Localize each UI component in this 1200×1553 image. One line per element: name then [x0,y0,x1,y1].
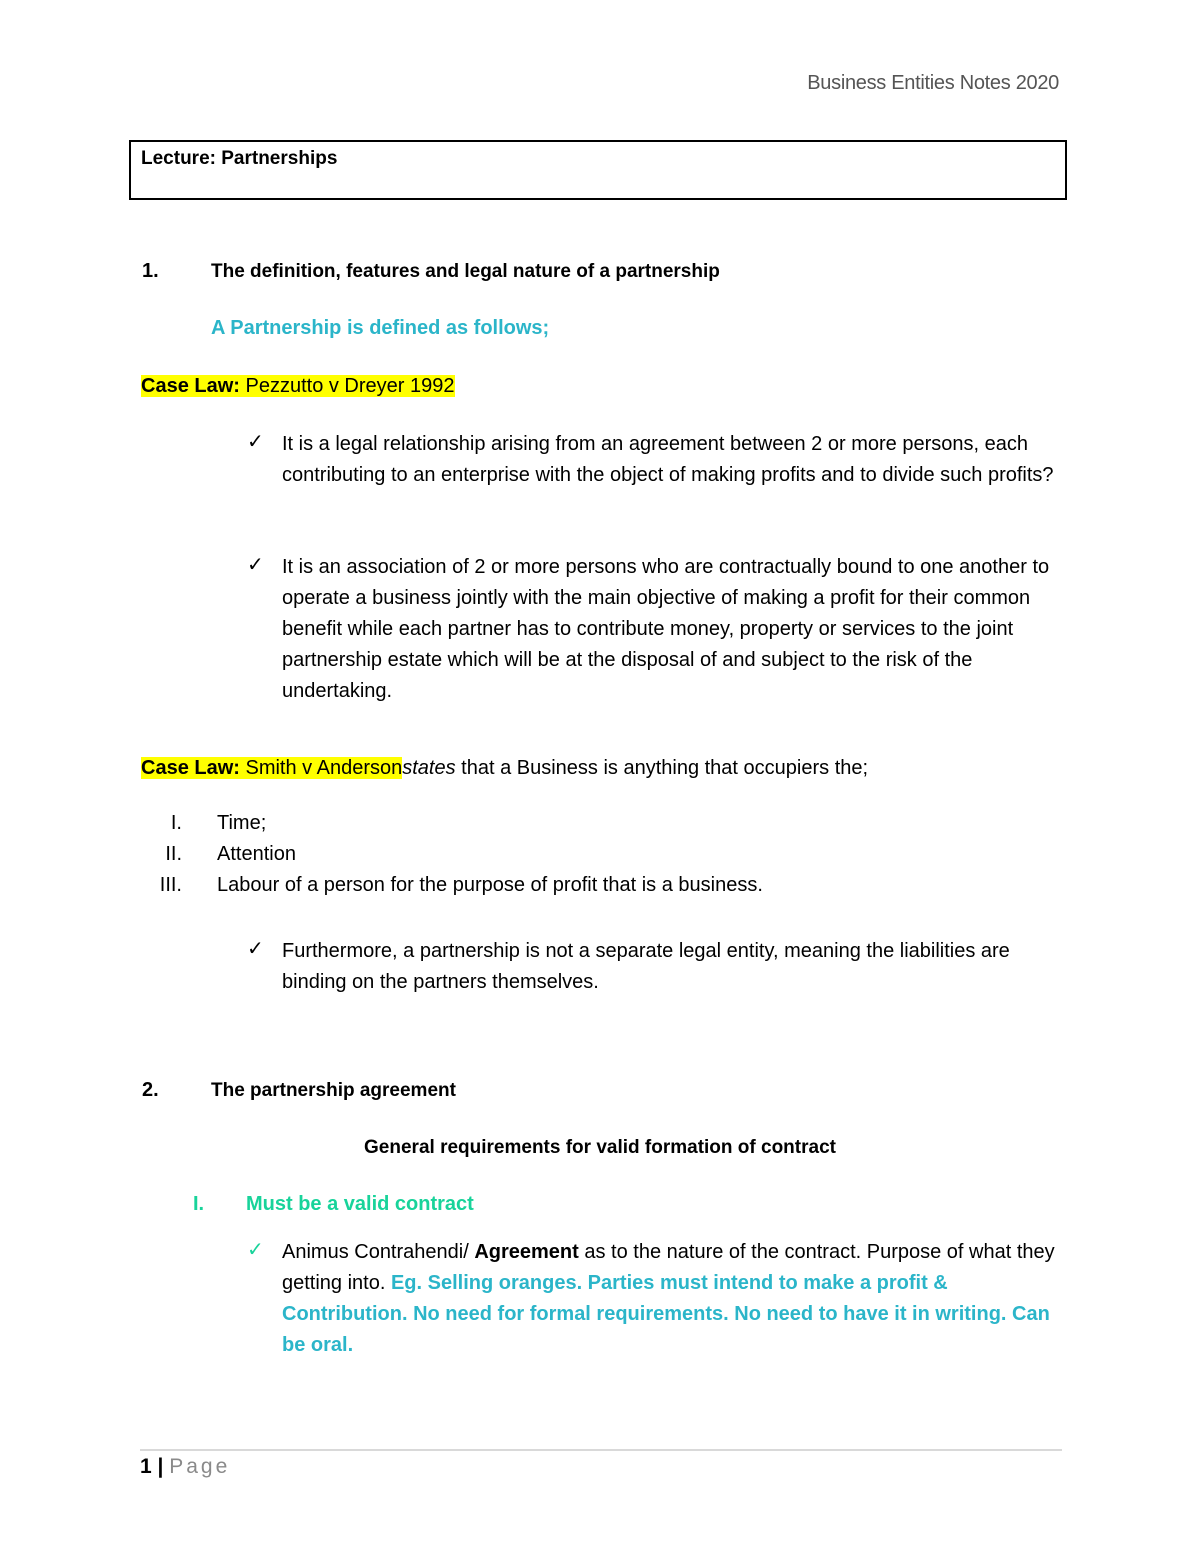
section-1-heading: The definition, features and legal nature of a partnership [211,261,720,282]
requirement-title: Must be a valid contract [246,1193,474,1215]
list-item: Attention [217,843,296,865]
section-1-number: 1. [142,260,159,282]
list-item: Labour of a person for the purpose of profit that is a business. [217,874,763,896]
roman-numeral: III. [159,874,182,896]
agreement-bullet [282,1237,1072,1361]
definition-bullet-1: It is a legal relationship arising from an agreement between 2 or more persons, each contributing to an enterprise with the object of making profits and to divide such profits? [282,433,1054,486]
requirements-heading: General requirements for valid formation of contract [364,1137,836,1158]
check-icon: ✓ [247,1239,264,1261]
check-icon: ✓ [247,938,264,960]
check-icon: ✓ [247,554,264,576]
page-footer [140,1455,230,1479]
lecture-title-box [129,140,1067,200]
page-label: Page [169,1455,231,1478]
footer-divider [140,1449,1062,1451]
agreement-explanation: as to the nature of the contract. Purpose of what they getting into. [282,1241,1055,1294]
case-description: that a Business is anything that occupiers the; [455,757,869,779]
requirement-numeral: I. [193,1193,205,1215]
definition-subheading: A Partnership is defined as follows; [211,317,550,339]
section-2-number: 2. [142,1079,159,1101]
section-2-heading: The partnership agreement [211,1080,456,1101]
agreement-lead: Animus Contrahendi/ [282,1241,475,1263]
case-law-label: Case Law: [141,375,240,397]
lecture-title: Lecture: Partnerships [141,148,338,169]
case-law-label: Case Law: [141,757,246,779]
page-number: 1 [140,1455,152,1478]
agreement-term: Agreement [474,1241,579,1263]
running-header: Business Entities Notes 2020 [807,72,1059,94]
page-separator: | [151,1455,170,1478]
case-name: Smith v Anderson [245,757,403,779]
definition-bullet-2: It is an association of 2 or more persons who are contractually bound to one another to operate a business jointly with the main objective of making a profit for their common benefit while each partner has to contribute money, property or services to the joint partnership estate which will be at the disposal of and subject to the risk of the undertaking. [282,556,1050,702]
roman-numeral: I. [170,812,182,834]
case-name: Pezzutto v Dreyer 1992 [239,375,455,397]
case-verb: states [402,757,456,779]
agreement-example: Eg. Selling oranges. Parties must intend to make a profit & Contribution. No need for formal requirements. No need to have it in writing. Can be oral. [282,1272,1050,1356]
case-law-smith [141,753,868,784]
case-law-pezzutto [141,371,455,402]
roman-numeral: II. [165,843,182,865]
separate-entity-bullet: Furthermore, a partnership is not a separate legal entity, meaning the liabilities are binding on the partners themselves. [282,940,1010,993]
check-icon: ✓ [247,431,264,453]
list-item: Time; [217,812,267,834]
